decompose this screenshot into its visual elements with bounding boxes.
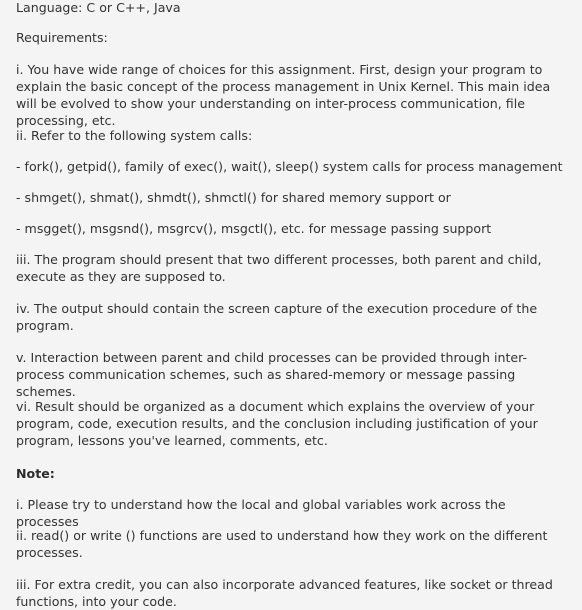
note-iii: iii. For extra credit, you can also incorporate advanced features, like socket or thread functions, into your code.: [16, 577, 553, 609]
language-line: Language: C or C++, Java: [16, 0, 181, 15]
note-i: i. Please try to understand how the local and global variables work across the processes: [16, 497, 506, 529]
note-ii: ii. read() or write () functions are used to understand how they work on the different processes.: [16, 528, 548, 560]
requirement-ii: ii. Refer to the following system calls:: [16, 128, 253, 143]
system-calls-shared-memory: - shmget(), shmat(), shmdt(), shmctl() for shared memory support or: [16, 190, 451, 205]
system-calls-process-management: - fork(), getpid(), family of exec(), wait(), sleep() system calls for process management: [16, 159, 563, 174]
requirement-iv: iv. The output should contain the screen capture of the execution procedure of the program.: [16, 301, 538, 333]
requirement-i: i. You have wide range of choices for this assignment. First, design your program to explain the basic concept of the process management in Unix Kernel. This main idea will be evolved to show your understanding on inter-process communication, file processing, etc.: [16, 62, 551, 128]
system-calls-message-passing: - msgget(), msgsnd(), msgrcv(), msgctl(), etc. for message passing support: [16, 221, 492, 236]
note-heading: Note:: [16, 466, 55, 481]
requirement-iii: iii. The program should present that two different processes, both parent and child, execute as they are supposed to.: [16, 252, 542, 284]
requirement-v: v. Interaction between parent and child processes can be provided through inter-process communication schemes, such as shared-memory or message passing schemes.: [16, 350, 528, 399]
requirements-heading: Requirements:: [16, 30, 108, 45]
requirement-vi: vi. Result should be organized as a document which explains the overview of your program, code, execution results, and the conclusion including justification of your program, lessons you've learned, comments, etc.: [16, 399, 538, 448]
